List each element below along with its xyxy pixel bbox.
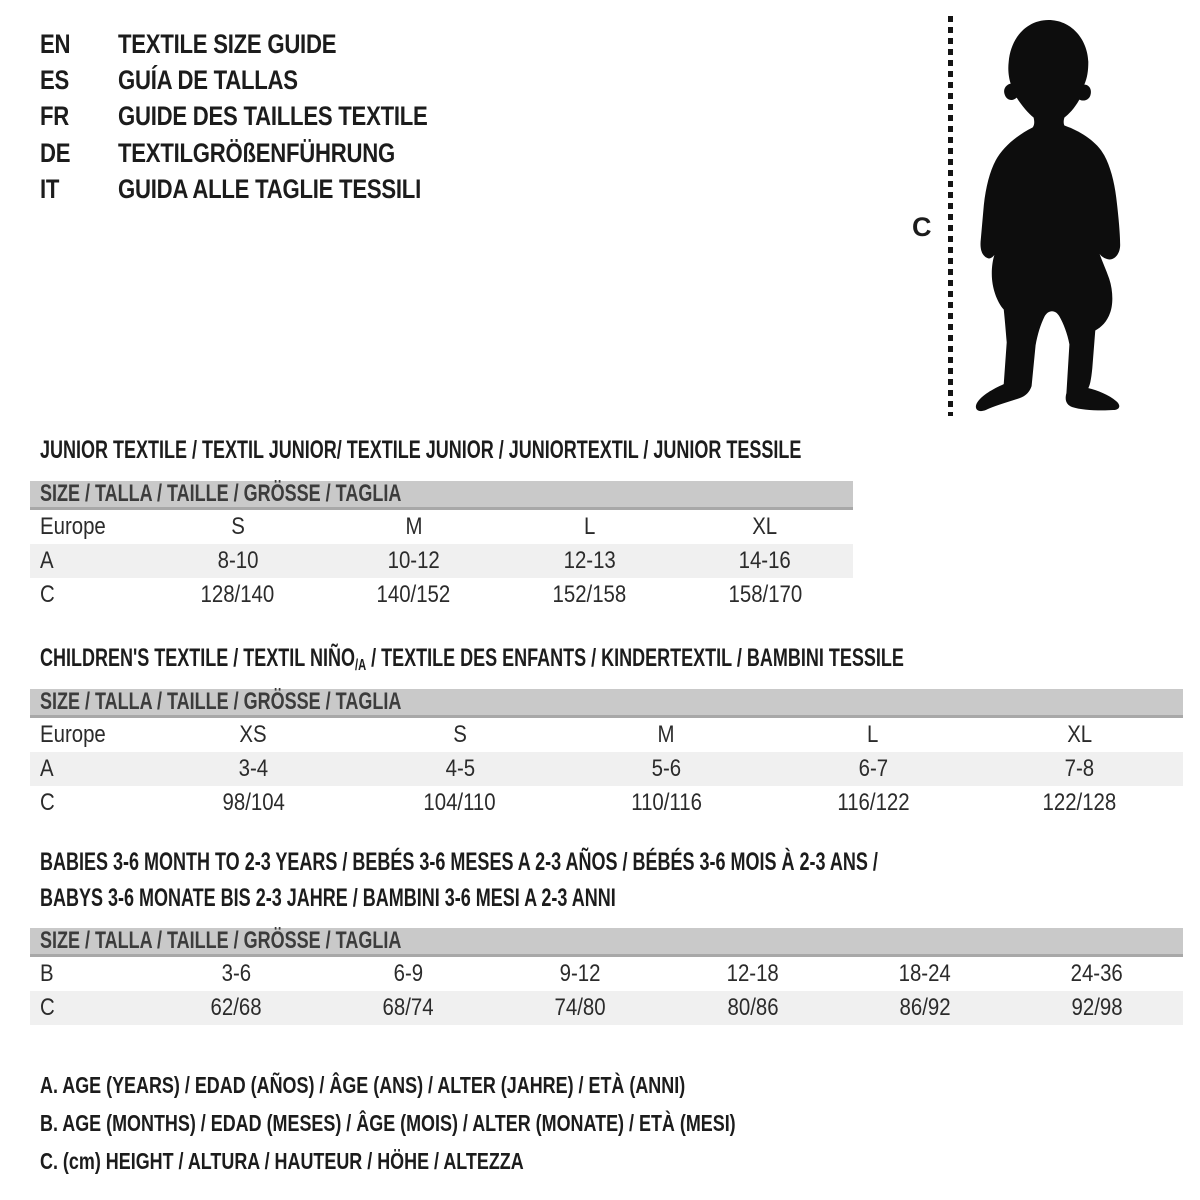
value-text: 24-36 (1070, 960, 1124, 987)
value-text: 92/98 (1071, 994, 1123, 1021)
value-cell (150, 755, 357, 783)
value-cell (150, 721, 357, 749)
row-label-text: C (40, 789, 55, 816)
section-heading-junior (40, 432, 1098, 468)
value-text: 116/122 (836, 789, 910, 816)
language-row (40, 99, 496, 135)
row-label-text: C (40, 994, 55, 1021)
size-header-text: SIZE / TALLA / TAILLE / GRÖSSE / TAGLIA (40, 927, 402, 954)
value-cell (667, 994, 839, 1022)
value-text: 158/170 (728, 581, 802, 608)
value-cell (494, 960, 666, 988)
value-text: M (405, 513, 423, 540)
language-title-text: GUÍA DE TALLAS (118, 65, 298, 96)
value-text: XL (752, 513, 778, 540)
language-title-text: TEXTILGRÖßENFÜHRUNG (118, 137, 395, 168)
language-code-text: ES (40, 65, 70, 96)
section-heading-junior-text: JUNIOR TEXTILE / TEXTIL JUNIOR/ TEXTILE JUNIOR / JUNIORTEXTIL / JUNIOR TESSILE (40, 436, 802, 464)
value-text: 14-16 (739, 547, 792, 574)
table-body (30, 957, 1183, 1025)
table-row (30, 578, 853, 612)
value-text: 3-4 (238, 755, 269, 782)
value-cell (326, 547, 502, 575)
value-cell (563, 755, 770, 783)
value-cell (667, 960, 839, 988)
heading-children-post: / TEXTILE DES ENFANTS / KINDERTEXTIL / BAMBINI TESSILE (366, 644, 904, 672)
value-cell (326, 581, 502, 609)
value-text: 86/92 (899, 994, 951, 1021)
value-cell (770, 721, 977, 749)
language-title-text: GUIDE DES TAILLES TEXTILE (118, 101, 428, 132)
language-title-text: GUIDA ALLE TAGLIE TESSILI (118, 174, 421, 205)
row-label-cell (30, 513, 150, 541)
row-label-cell (30, 581, 150, 609)
language-row (40, 62, 496, 98)
value-text: 80/86 (727, 994, 779, 1021)
table-row (30, 786, 1183, 820)
size-header-bar (30, 481, 853, 510)
value-text: 74/80 (554, 994, 606, 1021)
value-text: 12-18 (726, 960, 779, 987)
value-text: 12-13 (563, 547, 616, 574)
table-row (30, 991, 1183, 1025)
size-table-children (30, 689, 1183, 820)
value-cell (150, 581, 326, 609)
value-cell (150, 994, 322, 1022)
footnote-list (40, 1066, 932, 1180)
value-text: 7-8 (1064, 755, 1095, 782)
table-body (30, 510, 853, 612)
row-label-cell (30, 994, 150, 1022)
table-row (30, 718, 1183, 752)
row-label-text: B (40, 960, 54, 987)
value-text: 110/116 (631, 789, 702, 816)
value-cell (357, 789, 564, 817)
value-cell (150, 960, 322, 988)
value-cell (770, 755, 977, 783)
value-text: 6-9 (393, 960, 423, 987)
value-text: 4-5 (445, 755, 475, 782)
row-label-cell (30, 547, 150, 575)
language-code (40, 101, 118, 132)
value-text: 98/104 (222, 789, 285, 816)
language-code (40, 29, 118, 60)
value-cell (563, 789, 770, 817)
row-label-cell (30, 789, 150, 817)
value-text: 152/158 (552, 581, 627, 608)
section-heading-children (40, 640, 1200, 684)
value-text: 18-24 (898, 960, 951, 987)
value-text: S (453, 721, 467, 748)
value-text: 5-6 (651, 755, 682, 782)
language-title (118, 101, 496, 132)
value-cell (494, 994, 666, 1022)
value-cell (322, 994, 494, 1022)
language-code (40, 138, 118, 169)
language-code-text: FR (40, 101, 70, 132)
value-cell (150, 513, 326, 541)
value-text: 68/74 (382, 994, 434, 1021)
value-text: XS (239, 721, 267, 748)
row-label-cell (30, 721, 150, 749)
language-title (118, 174, 496, 205)
language-title-text: TEXTILE SIZE GUIDE (118, 28, 337, 59)
table-row (30, 544, 853, 578)
value-text: 10-12 (387, 547, 440, 574)
language-code (40, 174, 118, 205)
language-code-text: EN (40, 28, 71, 59)
footnote-line (40, 1142, 932, 1180)
language-row (40, 172, 496, 208)
table-row (30, 510, 853, 544)
footnote-line (40, 1066, 932, 1104)
section-heading-babies (40, 844, 1200, 916)
size-header-text: SIZE / TALLA / TAILLE / GRÖSSE / TAGLIA (40, 688, 402, 715)
toddler-silhouette-icon (958, 14, 1143, 422)
value-text: 3-6 (221, 960, 251, 987)
language-row (40, 26, 496, 62)
value-cell (770, 789, 977, 817)
heading-children-pre: CHILDREN'S TEXTILE / TEXTIL NIÑO (40, 644, 355, 672)
size-header-text: SIZE / TALLA / TAILLE / GRÖSSE / TAGLIA (40, 480, 402, 507)
language-row (40, 135, 496, 171)
height-measure-label: C (912, 212, 932, 242)
section-heading-babies-line1: BABIES 3-6 MONTH TO 2-3 YEARS / BEBÉS 3-6 MESES A 2-3 AÑOS / BÉBÉS 3-6 MOIS À 2-3 ANS / (40, 848, 878, 876)
size-header-bar (30, 928, 1183, 957)
value-text: 104/110 (423, 789, 497, 816)
value-text: 128/140 (200, 581, 275, 608)
row-label-text: Europe (40, 513, 106, 540)
footnote-text: A. AGE (YEARS) / EDAD (AÑOS) / ÂGE (ANS) / ALTER (JAHRE) / ETÀ (ANNI) (40, 1071, 686, 1098)
value-text: L (867, 721, 879, 748)
row-label-cell (30, 960, 150, 988)
value-cell (677, 581, 853, 609)
value-text: 62/68 (210, 994, 262, 1021)
value-cell (502, 581, 678, 609)
value-cell (677, 547, 853, 575)
section-heading-babies-line2: BABYS 3-6 MONATE BIS 2-3 JAHRE / BAMBINI 3-6 MESI A 2-3 ANNI (40, 884, 616, 912)
language-title (118, 29, 496, 60)
table-body (30, 718, 1183, 820)
value-cell (976, 721, 1183, 749)
value-cell (322, 960, 494, 988)
row-label-text: C (40, 581, 55, 608)
value-text: 9-12 (559, 960, 601, 987)
size-header-bar (30, 689, 1183, 718)
value-text: L (583, 513, 596, 540)
value-cell (1011, 994, 1183, 1022)
footnote-text: C. (cm) HEIGHT / ALTURA / HAUTEUR / HÖHE / ALTEZZA (40, 1147, 524, 1174)
value-cell (839, 960, 1011, 988)
value-cell (502, 547, 678, 575)
value-cell (677, 513, 853, 541)
value-text: S (231, 513, 245, 540)
value-cell (976, 755, 1183, 783)
height-measure-line (948, 16, 953, 416)
language-title (118, 138, 496, 169)
value-text: M (657, 721, 675, 748)
value-cell (357, 755, 564, 783)
value-cell (326, 513, 502, 541)
language-title (118, 65, 496, 96)
value-cell (976, 789, 1183, 817)
language-code-text: DE (40, 137, 71, 168)
table-row (30, 957, 1183, 991)
section-heading-children-text (40, 640, 904, 684)
table-row (30, 752, 1183, 786)
value-cell (502, 513, 678, 541)
size-table-junior (30, 481, 853, 612)
language-code-text: IT (40, 174, 60, 205)
value-cell (1011, 960, 1183, 988)
value-cell (839, 994, 1011, 1022)
row-label-text: Europe (40, 721, 106, 748)
value-text: 140/152 (376, 581, 451, 608)
value-text: 6-7 (858, 755, 888, 782)
language-title-list (40, 26, 496, 208)
size-table-babies (30, 928, 1183, 1025)
row-label-text: A (40, 547, 54, 574)
value-text: 8-10 (217, 547, 259, 574)
language-code (40, 65, 118, 96)
value-text: 122/128 (1042, 789, 1117, 816)
row-label-cell (30, 755, 150, 783)
value-cell (563, 721, 770, 749)
footnote-line (40, 1104, 932, 1142)
value-text: XL (1067, 721, 1093, 748)
footnote-text: B. AGE (MONTHS) / EDAD (MESES) / ÂGE (MOIS) / ALTER (MONATE) / ETÀ (MESI) (40, 1109, 736, 1136)
value-cell (357, 721, 564, 749)
value-cell (150, 547, 326, 575)
value-cell (150, 789, 357, 817)
heading-children-sub: /A (354, 656, 367, 674)
row-label-text: A (40, 755, 54, 782)
